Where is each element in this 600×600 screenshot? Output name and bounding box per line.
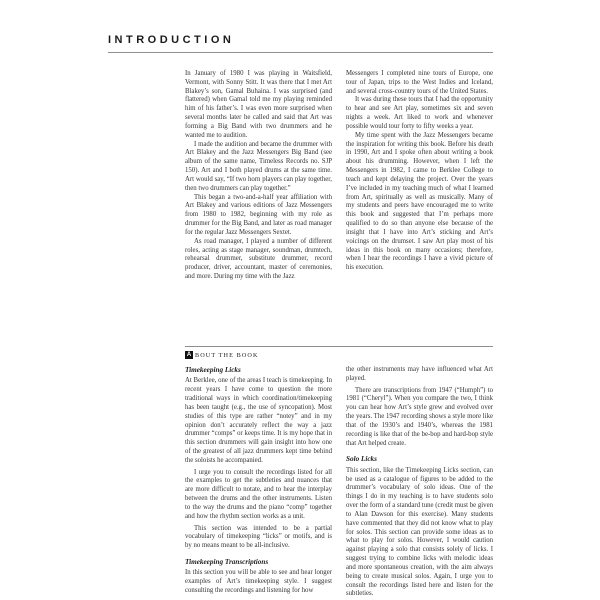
paragraph: Messengers I completed nine tours of Europe, one tour of Japan, trips to the West Indies and Iceland, and several cross-country tours of the United States. <box>346 70 493 95</box>
paragraph: At Berklee, one of the areas I teach is timekeeping. In recent years I have come to question the more traditional ways in which coordination/timekeeping has been taught (e.g., the use of syncopation). Most studies of this type are rather “notey” and in my opinion don’t accurately reflect the way a jazz drummer “comps” or keeps time. It is my hope that in this section drummers will gain insight into how one of the greatest of all jazz drummers kept time behind the soloists he accompanied. <box>185 377 332 464</box>
subsection-heading-solo-licks: Solo Licks <box>346 455 377 464</box>
intro-left-column <box>185 70 332 282</box>
paragraph: This section, like the Timekeeping Licks section, can be used as a catalogue of figures to be added to the drummer’s vocabulary of solo ideas. One of the things I do in my teaching is to have students solo over the form of a standard tune (credit must be given to Alan Dawson for this exercise). Many students have commented that they did not know what to play for solos. This section can provide some ideas as to what to play for solos. However, I would caution against playing a solo that consists solely of licks. I suggest trying to combine licks with melodic ideas and more spontaneous creation, with the aim always being to create musical solos. Again, I urge you to consult the recordings listed here and listen for the subtleties. <box>346 466 493 598</box>
intro-section <box>185 70 493 282</box>
about-right-column <box>346 366 493 599</box>
paragraph: My time spent with the Jazz Messengers became the inspiration for writing this book. Before his death in 1990, Art and I spoke often about writing a book about his drumming. However, when I left the Messengers in 1982, I came to Berklee College to teach and kept delaying the project. Over the years I’ve included in my teaching much of what I learned from Art, spiritually as well as musically. Many of my students and peers have encouraged me to write this book and suggested that I’m perhaps more qualified to do so than anyone else because of the insight that I have into Art’s sticking and Art’s voicings on the drumset. I saw Art play most of his ideas in this book on many occasions; therefore, when I hear the recordings I have a vivid picture of his execution. <box>346 131 493 272</box>
paragraph: This section was intended to be a partial vocabulary of timekeeping “licks” or motifs, and is by no means meant to be all-inclusive. <box>185 524 332 550</box>
paragraph: As road manager, I played a number of different roles, acting as stage manager, soundman, drumtech, rehearsal drummer, substitute drummer, record producer, driver, accountant, master of ceremonies, and more. During my time with the Jazz <box>185 237 332 281</box>
chapter-title: INTRODUCTION <box>108 34 235 46</box>
paragraph: In January of 1980 I was playing in Waitsfield, Vermont, with Sonny Stitt. It was there that I met Art Blakey’s son, Gamal Buhaina. I was surprised (and flattered) when Gamal told me my playing reminded him of his father’s. I was even more surprised when several months later he called and said that Art was forming a Big Band with two drummers and he wanted me to audition. <box>185 70 332 139</box>
dropcap-initial: A <box>186 352 192 358</box>
paragraph: In this section you will be able to see and hear longer examples of Art’s timekeeping style. I suggest consulting the recordings and listening for how <box>185 569 332 595</box>
subsection-heading-timekeeping-transcriptions: Timekeeping Transcriptions <box>185 558 269 567</box>
divider-top <box>108 52 493 53</box>
section-header-about-the-book <box>185 351 259 359</box>
about-section <box>185 366 493 599</box>
paragraph: It was during these tours that I had the opportunity to hear and see Art play, sometimes six and seven nights a week. Art liked to work and whenever possible would tour forty to fifty weeks a year. <box>346 96 493 130</box>
intro-right-column <box>346 70 493 282</box>
paragraph: the other instruments may have influenced what Art played. <box>346 366 493 382</box>
divider-about <box>185 346 493 347</box>
paragraph: There are transcriptions from 1947 (“Humph”) to 1981 (“Cheryl”). When you compare the two, I think you can hear how Art’s style grew and evolved over the years. The 1947 recording shows a style more like that of the 1930’s and 1940’s, whereas the 1981 recording is like that of the be-bop and hard-bop style that Art helped create. <box>346 386 493 447</box>
paragraph: This began a two-and-a-half year affiliation with Art Blakey and various editions of Jazz Messengers from 1980 to 1982, beginning with my role as drummer for the Big Band, and later as road manager for the regular Jazz Messengers Sextet. <box>185 193 332 236</box>
paragraph: I urge you to consult the recordings listed for all the examples to get the subtleties and nuances that are more difficult to notate, and to hear the interplay between the drums and the other instruments. Listen to the way the drums and the piano “comp” together and how the rhythm section works as a unit. <box>185 468 332 520</box>
about-left-column <box>185 366 332 599</box>
paragraph: I made the audition and became the drummer with Art Blakey and the Jazz Messengers Big Band (see album of the same name, Timeless Records no. SJP 150). Art and I both played drums at the same time. Art would say, “If two horn players can play together, then two drummers can play together.” <box>185 140 332 192</box>
subsection-heading-timekeeping-licks: Timekeeping Licks <box>185 366 241 374</box>
section-header-label: BOUT THE BOOK <box>195 351 259 359</box>
